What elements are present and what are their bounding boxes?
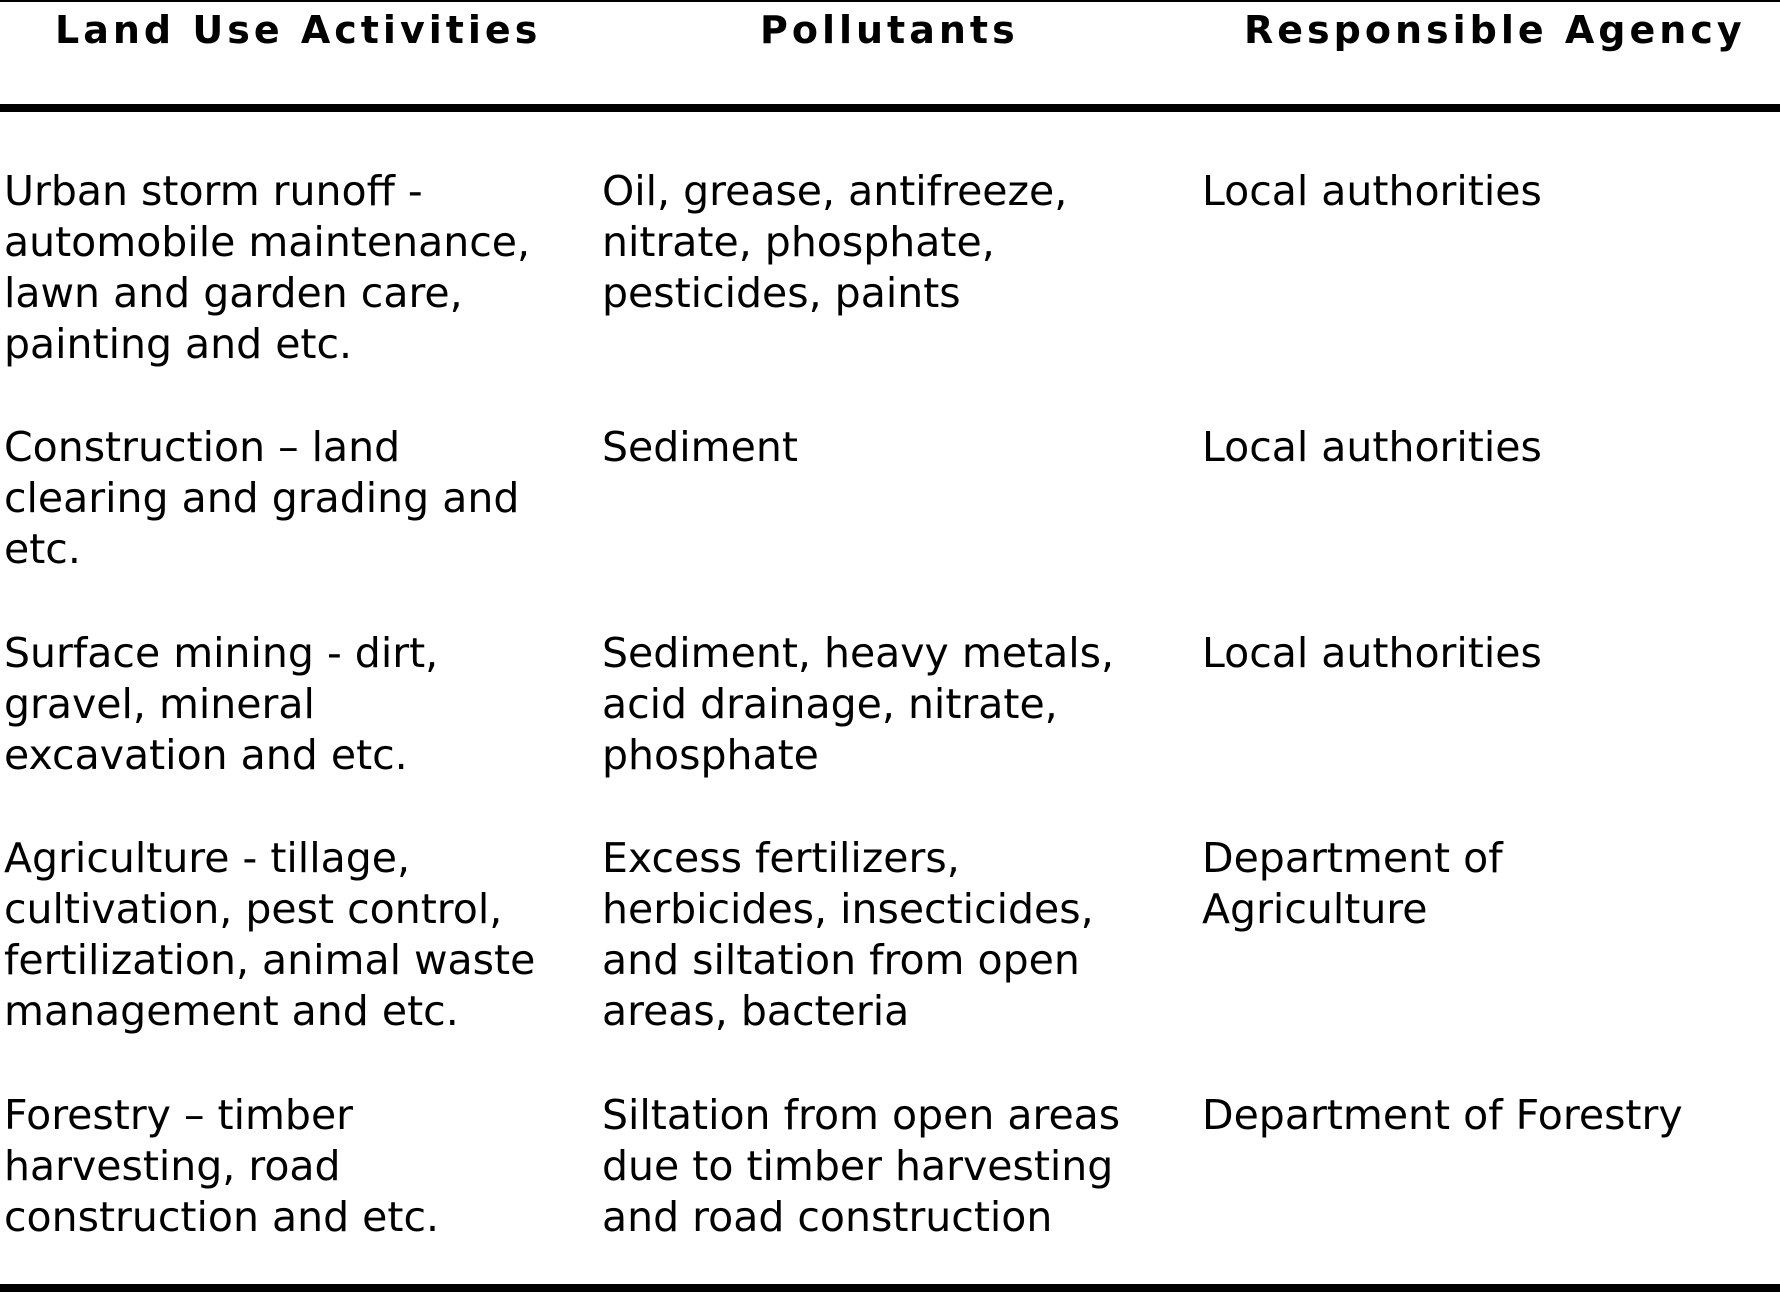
pollutants-cell: Excess fertilizers, herbicides, insecticides, and siltation from open areas, bacteria bbox=[602, 834, 1094, 1035]
header-rule bbox=[0, 104, 1780, 112]
activity-cell: Forestry – timber harvesting, road construction and etc. bbox=[4, 1091, 440, 1241]
pollutants-cell: Siltation from open areas due to timber harvesting and road construction bbox=[602, 1091, 1121, 1241]
activity-cell: Agriculture - tillage, cultivation, pest control, fertilization, animal waste management and etc. bbox=[4, 834, 536, 1035]
agency-cell: Department of Agriculture bbox=[1202, 834, 1503, 933]
pollutants-cell: Oil, grease, antifreeze, nitrate, phosphate, pesticides, paints bbox=[602, 167, 1068, 317]
activity-cell: Construction – land clearing and grading and etc. bbox=[4, 423, 520, 573]
activity-cell: Urban storm runoff - automobile maintenance, lawn and garden care, painting and etc. bbox=[4, 167, 530, 368]
pollutants-cell: Sediment, heavy metals, acid drainage, nitrate, phosphate bbox=[602, 629, 1114, 779]
header-responsible-agency: Responsible Agency bbox=[1244, 8, 1746, 52]
header-pollutants: Pollutants bbox=[760, 8, 1019, 52]
agency-cell: Local authorities bbox=[1202, 167, 1542, 215]
agency-cell: Local authorities bbox=[1202, 423, 1542, 471]
header-land-use-activities: Land Use Activities bbox=[55, 8, 542, 52]
bottom-rule bbox=[0, 1284, 1780, 1292]
pollutants-cell: Sediment bbox=[602, 423, 798, 471]
table-header-row bbox=[0, 0, 1780, 70]
agency-cell: Local authorities bbox=[1202, 629, 1542, 677]
activity-cell: Surface mining - dirt, gravel, mineral excavation and etc. bbox=[4, 629, 439, 779]
agency-cell: Department of Forestry bbox=[1202, 1091, 1683, 1139]
